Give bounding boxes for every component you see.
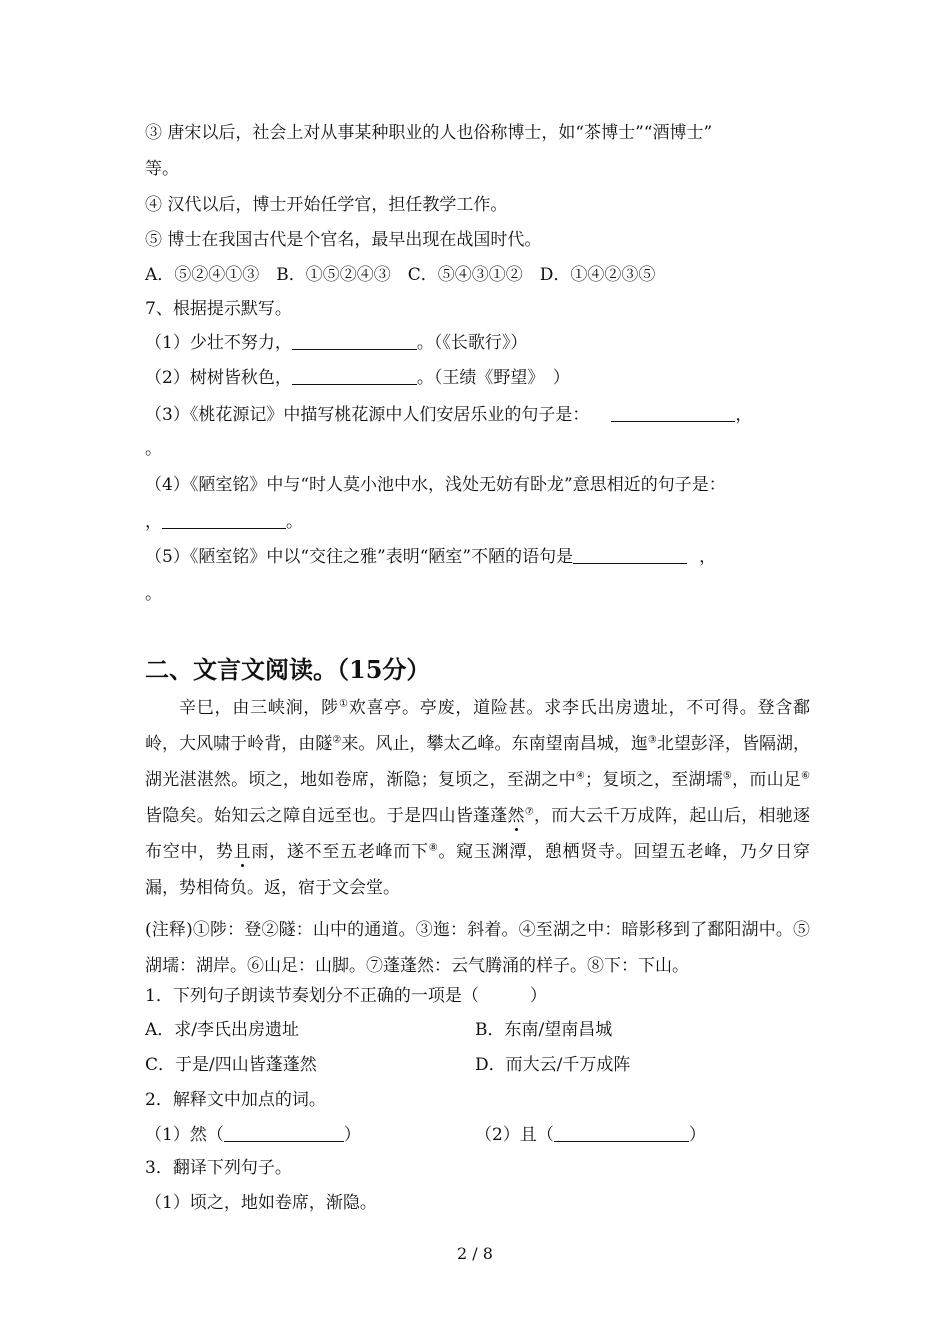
q2-stem: 2．解释文中加点的词。 bbox=[145, 1090, 326, 1110]
q1-stem: 1．下列句子朗读节奏划分不正确的一项是（ ） bbox=[145, 986, 547, 1006]
q7-sentence-3: （3）《桃花源记》中描写桃花源中人们安居乐业的句子是： ， bbox=[145, 405, 753, 425]
answer-blank[interactable] bbox=[611, 405, 735, 422]
q1-option-b: B．东南/望南昌城 bbox=[475, 1020, 613, 1040]
passage-notes: (注释)①陟：登②隧：山中的通道。③迤：斜着。④至湖之中：暗影移到了鄱阳湖中。⑤湖壖：湖岸。⑥山足：山脚。⑦蓬蓬然：云气腾涌的样子。⑧下：下山。 bbox=[145, 920, 810, 976]
q7-sentence-5-cont: 。 bbox=[145, 584, 162, 604]
q6-options: A．⑤②④①③ B．①⑤②④③ C．⑤④③①② D．①④②③⑤ bbox=[145, 265, 656, 285]
q6-item-5: ⑤ 博士在我国古代是个官名，最早出现在战国时代。 bbox=[145, 230, 542, 250]
answer-blank[interactable] bbox=[162, 512, 286, 529]
q3-sentence-1: （1）顷之，地如卷席，渐隐。 bbox=[145, 1193, 377, 1213]
q7-sentence-4: （4）《陋室铭》中与“时人莫小池中水，浅处无妨有卧龙”意思相近的句子是： bbox=[145, 475, 726, 495]
section-2-title: 二、文言文阅读。（15分） bbox=[145, 655, 431, 684]
q1-option-a: A．求/李氏出房遗址 bbox=[145, 1020, 300, 1040]
dotted-word: 然 bbox=[507, 806, 525, 826]
answer-blank[interactable] bbox=[292, 368, 417, 385]
q6-item-3-cont: 等。 bbox=[145, 159, 179, 179]
q6-item-3: ③ 唐宋以后，社会上对从事某种职业的人也俗称博士，如“茶博士”“酒博士” bbox=[145, 123, 713, 143]
q2-item-2: （2）且（ ） bbox=[475, 1125, 706, 1145]
dotted-word: 且 bbox=[233, 842, 252, 862]
classical-passage: 辛巳，由三峡涧，陟①欢喜亭。亭废，道险甚。求李氏出房遗址，不可得。登含鄱岭，大风啸于岭背，由隧②来。风止，攀太乙峰。东南望南昌城，迤③北望彭泽，皆隔湖，湖光湛湛然。顷之，地如卷席，渐隐；复顷之，至湖之中④；复顷之，至湖壖⑤，而山足⑥皆隐矣。始知云之障自远至也。于是四山皆蓬蓬然⑦，而大云千万成阵，起山后，相驰逐布空中，势且雨，遂不至五老峰而下⑧。窥玉渊潭，憩栖贤寺。回望五老峰，乃夕日穿漏，势相倚负。返，宿于文会堂。 bbox=[145, 698, 811, 898]
answer-blank[interactable] bbox=[554, 1125, 689, 1142]
answer-blank[interactable] bbox=[573, 547, 687, 564]
q1-option-c: C．于是/四山皆蓬蓬然 bbox=[145, 1055, 317, 1075]
q3-stem: 3．翻译下列句子。 bbox=[145, 1158, 292, 1178]
q7-title: 7、根据提示默写。 bbox=[145, 299, 292, 319]
page-number: 2 / 8 bbox=[457, 1244, 493, 1263]
q7-sentence-3-cont: 。 bbox=[145, 439, 162, 459]
q7-sentence-5: （5）《陋室铭》中以“交往之雅”表明“陋室”不陋的语句是 ， bbox=[145, 547, 717, 567]
answer-blank[interactable] bbox=[224, 1125, 344, 1142]
answer-blank[interactable] bbox=[292, 333, 417, 350]
q2-item-1: （1）然（ ） bbox=[145, 1125, 361, 1145]
q1-option-d: D．而大云/千万成阵 bbox=[475, 1055, 631, 1075]
q7-sentence-1: （1）少壮不努力， 。（《长歌行》） bbox=[145, 333, 528, 353]
q6-item-4: ④ 汉代以后，博士开始任学官，担任教学工作。 bbox=[145, 195, 508, 215]
q7-sentence-2: （2）树树皆秋色， 。（王绩《野望》 ） bbox=[145, 368, 570, 388]
q7-sentence-4-cont: ， 。 bbox=[145, 512, 303, 532]
